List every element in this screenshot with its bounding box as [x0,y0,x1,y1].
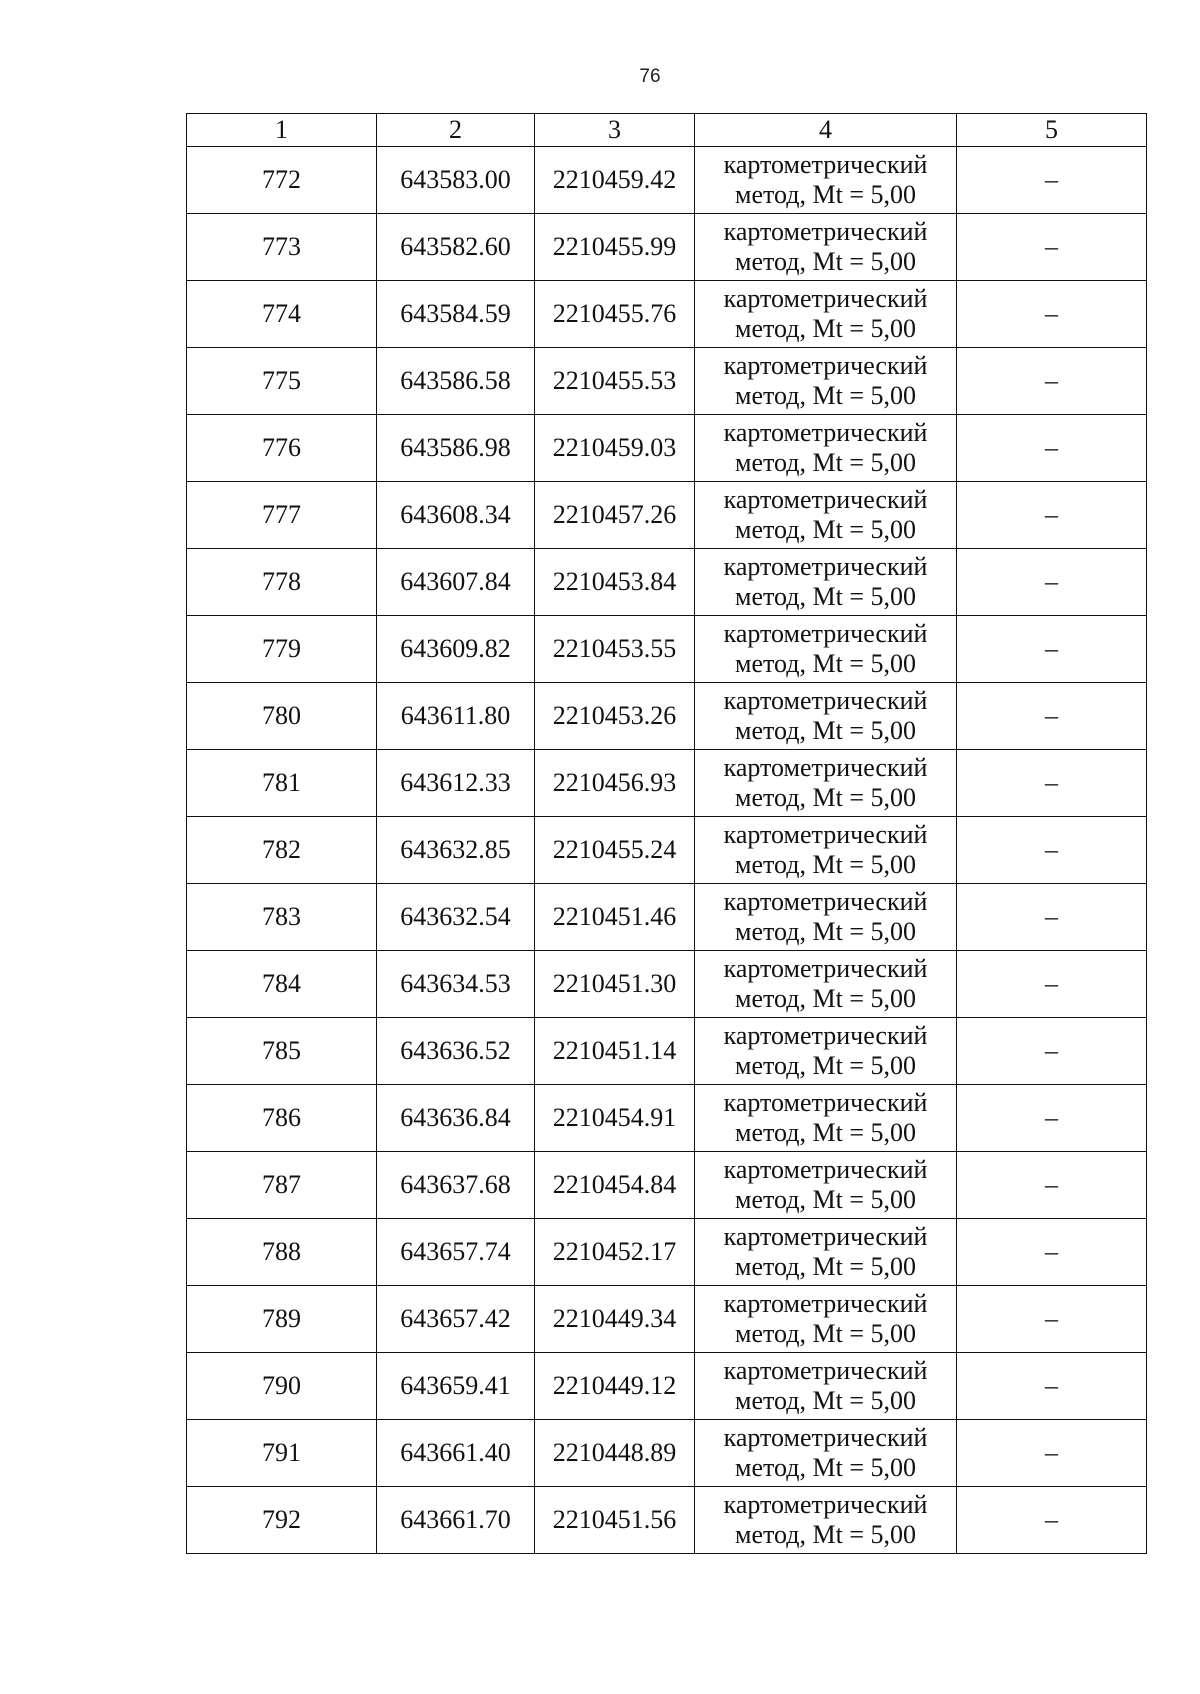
method-line-1: картометрический [723,1289,928,1319]
coordinate-y: 2210453.55 [535,616,695,683]
coordinate-x: 643608.34 [377,482,535,549]
coordinate-y: 2210457.26 [535,482,695,549]
table-row [187,1353,1147,1420]
method-line-2: метод, Mt = 5,00 [735,1453,916,1482]
method-line-2: метод, Mt = 5,00 [735,1319,916,1348]
method-line-1: картометрический [723,686,928,716]
method-line-2: метод, Mt = 5,00 [735,783,916,812]
method-line-2: метод, Mt = 5,00 [735,1118,916,1147]
method-cell [695,884,957,951]
point-number: 772 [187,147,377,214]
table-row [187,1018,1147,1085]
method-line-2: метод, Mt = 5,00 [735,850,916,879]
method-cell [695,1487,957,1554]
coordinate-y: 2210451.14 [535,1018,695,1085]
point-number: 792 [187,1487,377,1554]
coordinate-x: 643634.53 [377,951,535,1018]
method-line-2: метод, Mt = 5,00 [735,1185,916,1214]
coordinate-x: 643582.60 [377,214,535,281]
method-line-2: метод, Mt = 5,00 [735,314,916,343]
table-body [187,147,1147,1554]
header-col-1: 1 [187,114,377,147]
method-line-1: картометрический [723,418,928,448]
method-cell [695,281,957,348]
coordinate-x: 643637.68 [377,1152,535,1219]
point-number: 783 [187,884,377,951]
note-cell: – [957,415,1147,482]
method-cell [695,549,957,616]
point-number: 790 [187,1353,377,1420]
note-cell: – [957,683,1147,750]
method-cell [695,750,957,817]
method-line-2: метод, Mt = 5,00 [735,448,916,477]
coordinate-y: 2210454.84 [535,1152,695,1219]
note-cell: – [957,817,1147,884]
note-cell: – [957,1353,1147,1420]
coordinate-x: 643661.70 [377,1487,535,1554]
table-row [187,147,1147,214]
coordinates-table [186,113,1147,1554]
coordinate-y: 2210455.76 [535,281,695,348]
coordinate-x: 643607.84 [377,549,535,616]
method-line-1: картометрический [723,1356,928,1386]
method-line-2: метод, Mt = 5,00 [735,180,916,209]
coordinate-y: 2210459.42 [535,147,695,214]
point-number: 773 [187,214,377,281]
point-number: 789 [187,1286,377,1353]
point-number: 777 [187,482,377,549]
coordinate-y: 2210454.91 [535,1085,695,1152]
note-cell: – [957,214,1147,281]
table-row [187,214,1147,281]
table-row [187,750,1147,817]
method-cell [695,951,957,1018]
table-row [187,817,1147,884]
table-row [187,1286,1147,1353]
point-number: 774 [187,281,377,348]
method-cell [695,1085,957,1152]
note-cell: – [957,1018,1147,1085]
method-line-1: картометрический [723,1222,928,1252]
point-number: 787 [187,1152,377,1219]
method-cell [695,482,957,549]
point-number: 788 [187,1219,377,1286]
method-cell [695,1420,957,1487]
coordinate-x: 643657.74 [377,1219,535,1286]
point-number: 778 [187,549,377,616]
method-line-1: картометрический [723,150,928,180]
note-cell: – [957,1085,1147,1152]
header-col-4: 4 [695,114,957,147]
coordinate-x: 643612.33 [377,750,535,817]
table-row [187,482,1147,549]
note-cell: – [957,616,1147,683]
coordinate-y: 2210452.17 [535,1219,695,1286]
method-line-1: картометрический [723,1155,928,1185]
method-cell [695,415,957,482]
coordinate-x: 643636.84 [377,1085,535,1152]
point-number: 785 [187,1018,377,1085]
method-line-1: картометрический [723,284,928,314]
method-line-1: картометрический [723,217,928,247]
method-cell [695,1219,957,1286]
table-row [187,549,1147,616]
table-row [187,281,1147,348]
method-line-2: метод, Mt = 5,00 [735,1252,916,1281]
method-line-1: картометрический [723,1021,928,1051]
table-row [187,884,1147,951]
coordinate-x: 643584.59 [377,281,535,348]
method-cell [695,817,957,884]
method-line-2: метод, Mt = 5,00 [735,984,916,1013]
table-row [187,1085,1147,1152]
note-cell: – [957,281,1147,348]
header-col-5: 5 [957,114,1147,147]
coordinate-x: 643657.42 [377,1286,535,1353]
header-col-2: 2 [377,114,535,147]
point-number: 781 [187,750,377,817]
note-cell: – [957,1219,1147,1286]
coordinate-x: 643611.80 [377,683,535,750]
table-row [187,1487,1147,1554]
coordinate-x: 643586.98 [377,415,535,482]
point-number: 791 [187,1420,377,1487]
method-line-1: картометрический [723,1490,928,1520]
method-cell [695,1018,957,1085]
method-line-2: метод, Mt = 5,00 [735,716,916,745]
note-cell: – [957,1152,1147,1219]
point-number: 779 [187,616,377,683]
table-row [187,616,1147,683]
coordinate-x: 643583.00 [377,147,535,214]
method-line-1: картометрический [723,1423,928,1453]
method-cell [695,1353,957,1420]
method-line-2: метод, Mt = 5,00 [735,515,916,544]
coordinate-y: 2210451.46 [535,884,695,951]
coordinate-y: 2210455.99 [535,214,695,281]
coordinate-y: 2210456.93 [535,750,695,817]
method-cell [695,147,957,214]
table-header [187,114,1147,147]
method-cell [695,1286,957,1353]
method-line-2: метод, Mt = 5,00 [735,582,916,611]
coordinate-y: 2210451.30 [535,951,695,1018]
method-line-2: метод, Mt = 5,00 [735,649,916,678]
table-row [187,415,1147,482]
method-line-2: метод, Mt = 5,00 [735,917,916,946]
method-line-1: картометрический [723,887,928,917]
method-cell [695,1152,957,1219]
note-cell: – [957,1286,1147,1353]
note-cell: – [957,1420,1147,1487]
method-cell [695,616,957,683]
coordinate-y: 2210453.84 [535,549,695,616]
page-number: 76 [639,66,661,87]
note-cell: – [957,482,1147,549]
note-cell: – [957,348,1147,415]
coordinate-y: 2210448.89 [535,1420,695,1487]
point-number: 780 [187,683,377,750]
header-row [187,114,1147,147]
method-line-1: картометрический [723,351,928,381]
point-number: 775 [187,348,377,415]
coordinate-x: 643586.58 [377,348,535,415]
note-cell: – [957,549,1147,616]
coordinate-x: 643659.41 [377,1353,535,1420]
method-line-2: метод, Mt = 5,00 [735,1051,916,1080]
coordinate-x: 643636.52 [377,1018,535,1085]
coordinate-x: 643632.85 [377,817,535,884]
coordinate-y: 2210451.56 [535,1487,695,1554]
method-cell [695,348,957,415]
method-line-1: картометрический [723,552,928,582]
method-line-2: метод, Mt = 5,00 [735,1386,916,1415]
coordinate-y: 2210455.53 [535,348,695,415]
coordinate-y: 2210455.24 [535,817,695,884]
method-cell [695,214,957,281]
method-line-1: картометрический [723,954,928,984]
coordinate-x: 643661.40 [377,1420,535,1487]
method-line-1: картометрический [723,1088,928,1118]
coordinate-y: 2210459.03 [535,415,695,482]
point-number: 776 [187,415,377,482]
note-cell: – [957,147,1147,214]
table-row [187,683,1147,750]
coordinate-y: 2210449.34 [535,1286,695,1353]
table-row [187,348,1147,415]
coordinate-x: 643609.82 [377,616,535,683]
method-line-2: метод, Mt = 5,00 [735,247,916,276]
point-number: 786 [187,1085,377,1152]
coordinate-y: 2210453.26 [535,683,695,750]
method-line-2: метод, Mt = 5,00 [735,381,916,410]
method-cell [695,683,957,750]
method-line-1: картометрический [723,753,928,783]
method-line-2: метод, Mt = 5,00 [735,1520,916,1549]
note-cell: – [957,951,1147,1018]
table-row [187,951,1147,1018]
method-line-1: картометрический [723,485,928,515]
note-cell: – [957,1487,1147,1554]
coordinate-x: 643632.54 [377,884,535,951]
table-row [187,1219,1147,1286]
method-line-1: картометрический [723,619,928,649]
method-line-1: картометрический [723,820,928,850]
table-row [187,1420,1147,1487]
point-number: 782 [187,817,377,884]
note-cell: – [957,884,1147,951]
coordinate-y: 2210449.12 [535,1353,695,1420]
note-cell: – [957,750,1147,817]
point-number: 784 [187,951,377,1018]
table-row [187,1152,1147,1219]
header-col-3: 3 [535,114,695,147]
